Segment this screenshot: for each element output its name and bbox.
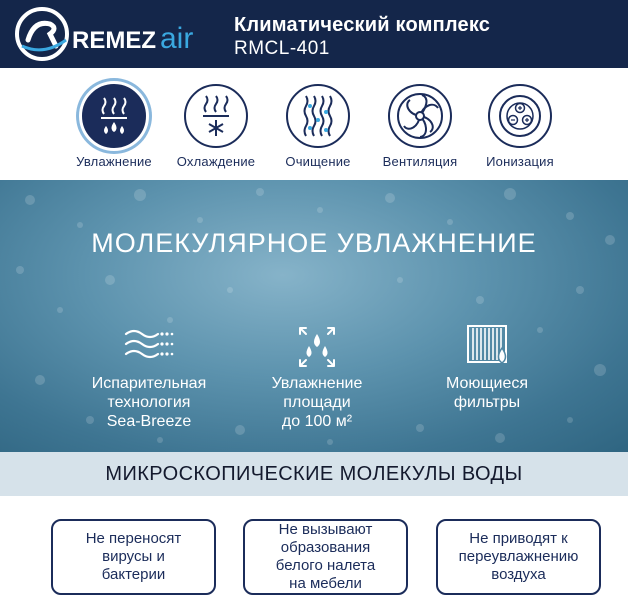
mode-humidify[interactable] [61,82,167,174]
area-drops-icon [292,324,342,370]
breeze-icon [124,324,174,370]
cooling-icon [186,86,246,146]
benefit-text: Не приводят к переувлажнению воздуха [458,530,579,583]
filter-icon [462,324,512,370]
benefits-row [0,496,628,600]
benefit-box-white-residue [243,519,408,595]
mode-label: Вентиляция [382,154,458,169]
benefit-box-overhumidification [436,519,601,595]
feature-text: Испарительная технология Sea-Breeze [91,375,207,430]
ionization-icon [490,86,550,146]
svg-text:air: air [160,22,194,55]
product-model: RMCL-401 [234,38,330,59]
mode-label: Увлажнение [76,154,152,169]
brand-logo [14,6,214,62]
mode-ionization[interactable] [467,82,573,174]
feature-text: Моющиеся фильтры [445,375,529,411]
banner-title: МОЛЕКУЛЯРНОЕ УВЛАЖНЕНИЕ [91,228,537,258]
mode-label: Очищение [285,154,351,169]
product-title: Климатический комплекс [234,14,491,36]
mode-ventilation[interactable] [367,82,473,174]
humidification-banner [0,180,628,452]
molecules-strip [0,452,628,496]
molecules-heading: МИКРОСКОПИЧЕСКИЕ МОЛЕКУЛЫ ВОДЫ [105,463,523,485]
modes-row [0,68,628,180]
benefit-box-viruses [51,519,216,595]
mode-label: Охлаждение [176,154,256,169]
mode-label: Ионизация [486,154,554,169]
mode-purify[interactable] [265,82,371,174]
benefit-text: Не вызывают образования белого налета на мебели [275,521,376,592]
mode-cooling[interactable] [163,82,269,174]
humidify-icon [84,86,144,146]
svg-text:REMEZ: REMEZ [72,27,156,54]
purify-icon [288,86,348,146]
benefit-text: Не переносят вирусы и бактерии [85,530,182,583]
fan-icon [390,86,450,146]
feature-text: Увлажнение площади до 100 м² [271,375,363,430]
header [0,0,628,68]
